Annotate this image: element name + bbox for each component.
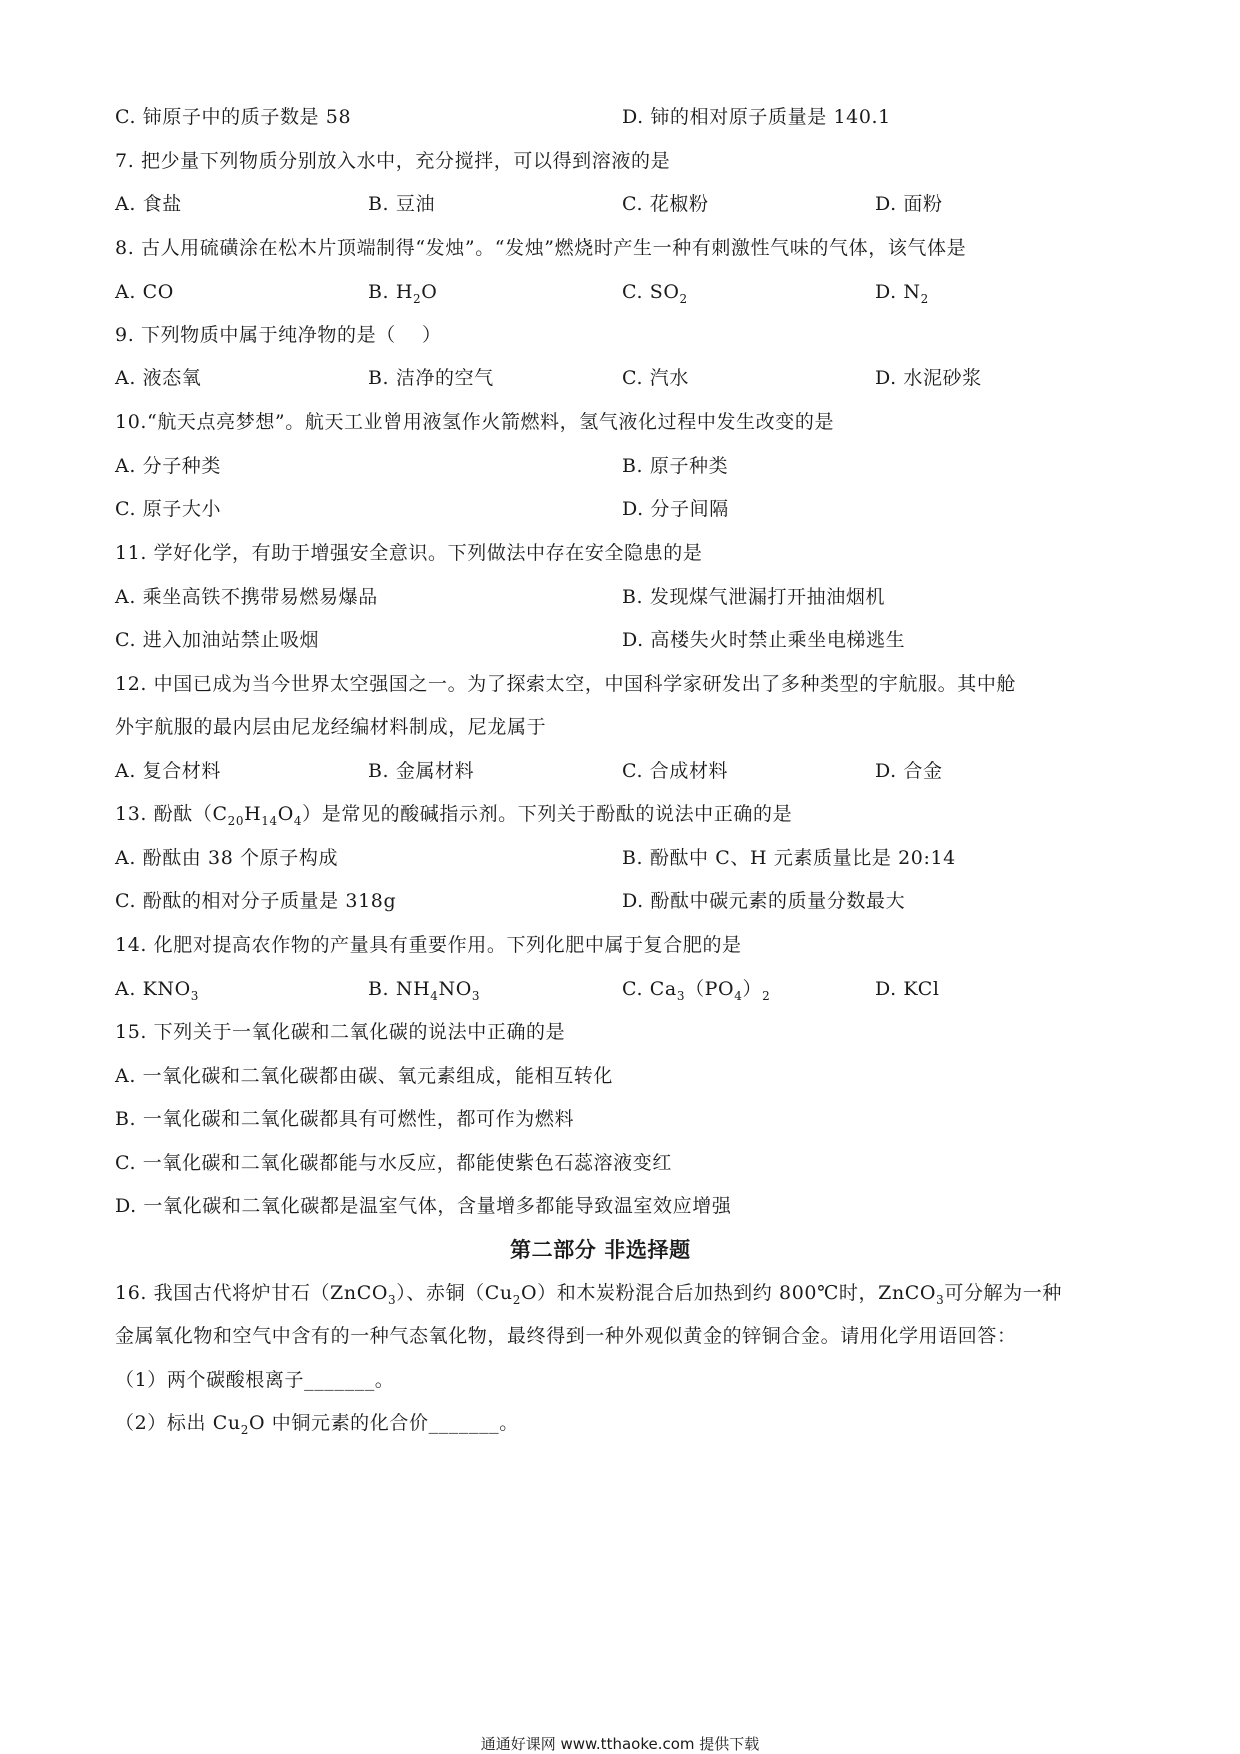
q13-option-c: C. 酚酞的相对分子质量是 318g xyxy=(115,890,397,912)
q15-option-a: A. 一氧化碳和二氧化碳都由碳、氧元素组成，能相互转化 xyxy=(115,1065,614,1087)
q12-option-b: B. 金属材料 xyxy=(368,760,475,782)
q15-option-b: B. 一氧化碳和二氧化碳都具有可燃性，都可作为燃料 xyxy=(115,1108,575,1130)
question-10: 10.“航天点亮梦想”。航天工业曾用液氢作火箭燃料，氢气液化过程中发生改变的是 xyxy=(115,411,835,433)
q11-option-d: D. 高楼失火时禁止乘坐电梯逃生 xyxy=(622,629,906,651)
q13-option-a: A. 酚酞由 38 个原子构成 xyxy=(115,847,339,869)
q13-option-d: D. 酚酞中碳元素的质量分数最大 xyxy=(622,890,906,912)
q8-option-b: B. $H_2O$ xyxy=(368,281,438,306)
question-16-line-2: 金属氧化物和空气中含有的一种气态氧化物，最终得到一种外观似黄金的锌铜合金。请用化学用语回答： xyxy=(115,1325,1017,1347)
question-12-line-1: 12. 中国已成为当今世界太空强国之一。为了探索太空，中国科学家研发出了多种类型的宇航服。其中舱 xyxy=(115,673,1017,695)
q8-option-a: A. CO xyxy=(115,281,174,303)
question-16-line-1: 16. 我国古代将炉甘石（ZnCO$_3$）、赤铜$(Cu_2O)$和木炭粉混合后加热到约 800℃时，ZnCO$_3$可分解为一种 xyxy=(115,1282,1062,1307)
q15-option-c: C. 一氧化碳和二氧化碳都能与水反应，都能使紫色石蕊溶液变红 xyxy=(115,1152,672,1174)
question-16-part-1: （1）两个碳酸根离子_______。 xyxy=(115,1369,395,1391)
question-14: 14. 化肥对提高农作物的产量具有重要作用。下列化肥中属于复合肥的是 xyxy=(115,934,742,956)
question-15: 15. 下列关于一氧化碳和二氧化碳的说法中正确的是 xyxy=(115,1021,566,1043)
q9-option-b: B. 洁净的空气 xyxy=(368,367,494,389)
q10-option-a: A. 分子种类 xyxy=(115,455,222,477)
question-9: 9. 下列物质中属于纯净物的是（ ） xyxy=(115,324,442,346)
q11-option-b: B. 发现煤气泄漏打开抽油烟机 xyxy=(622,586,886,608)
q7-option-c: C. 花椒粉 xyxy=(622,193,709,215)
q9-option-a: A. 液态氧 xyxy=(115,367,202,389)
q14-option-a: A. $KNO_3$ xyxy=(115,978,200,1003)
q6-option-c: C. 铈原子中的质子数是 58 xyxy=(115,106,352,128)
q9-option-c: C. 汽水 xyxy=(622,367,689,389)
exam-page: C. 铈原子中的质子数是 58 D. 铈的相对原子质量是 140.1 7. 把少量下列物质分别放入水中，充分搅拌，可以得到溶液的是 A. 食盐 B. 豆油 C. 花椒粉 D. 面粉 8. 古人用硫磺涂在松木片顶端制得“发烛”。“发烛”燃烧时产生一种有刺激性气味的气体，该气体是 A. CO B. $H_2O$ C. $SO_2$ D. $N_2$ 9. 下列物质中属于纯净物的是（ ） A. 液态氧 B. 洁净的空气 C. 汽水 D. 水泥砂浆 10.“航天点亮梦想”。航天工业曾用液氢作火箭燃料，氢气液化过程中发生改变的是 A. 分子种类 B. 原子种类 C. 原子大小 D. 分子间隔 11. 学好化学，有助于增强安全意识。下列做法中存在安全隐患的是 A. 乘坐高铁不携带易燃易爆品 B. 发现煤气泄漏打开抽油烟机 C. 进入加油站禁止吸烟 D. 高楼失火时禁止乘坐电梯逃生 12. 中国已成为当今世界太空强国之一。为了探索太空，中国科学家研发出了多种类型的宇航服。其中舱 外宇航服的最内层由尼龙经编材料制成，尼龙属于 A. 复合材料 B. 金属材料 C. 合成材料 D. 合金 13. 酚酞$(C_{20}H_{14}O_4)$是常见的酸碱指示剂。下列关于酚酞的说法中正确的是 A. 酚酞由 38 个原子构成 B. 酚酞中 C、H 元素质量比是 20:14 C. 酚酞的相对分子质量是 318g D. 酚酞中碳元素的质量分数最大 14. 化肥对提高农作物的产量具有重要作用。下列化肥中属于复合肥的是 A. $KNO_3$ B. $NH_4NO_3$ C. $Ca_3(PO_4)_2$ D. KCl 15. 下列关于一氧化碳和二氧化碳的说法中正确的是 A. 一氧化碳和二氧化碳都由碳、氧元素组成，能相互转化 B. 一氧化碳和二氧化碳都具有可燃性，都可作为燃料 C. 一氧化碳和二氧化碳都能与水反应，都能使紫色石蕊溶液变红 D. 一氧化碳和二氧化碳都是温室气体，含量增多都能导致温室效应增强 第二部分 非选择题 16. 我国古代将炉甘石（ZnCO$_3$）、赤铜$(Cu_2O)$和木炭粉混合后加热到约 800℃时，ZnCO$_3$可分解为一种 金属氧化物和空气中含有的一种气态氧化物，最终得到一种外观似黄金的锌铜合金。请用化学用语回答： （1）两个碳酸根离子_______。 （2）标出 $Cu_2O$ 中铜元素的化合价_______。 通通好课网 www.tthaoke.com 提供下载 xyxy=(0,0,1240,1754)
question-12-line-2: 外宇航服的最内层由尼龙经编材料制成，尼龙属于 xyxy=(115,716,547,738)
question-8: 8. 古人用硫磺涂在松木片顶端制得“发烛”。“发烛”燃烧时产生一种有刺激性气味的气体，该气体是 xyxy=(115,237,967,259)
q7-option-b: B. 豆油 xyxy=(368,193,436,215)
q14-option-c: C. $Ca_3(PO_4)_2$ xyxy=(622,978,771,1003)
question-13: 13. 酚酞$(C_{20}H_{14}O_4)$是常见的酸碱指示剂。下列关于酚酞的说法中正确的是 xyxy=(115,803,793,828)
q8-option-c: C. $SO_2$ xyxy=(622,281,688,306)
q7-option-d: D. 面粉 xyxy=(875,193,943,215)
q14-option-d: D. KCl xyxy=(875,978,940,1000)
q6-option-d: D. 铈的相对原子质量是 140.1 xyxy=(622,106,891,128)
q9-option-d: D. 水泥砂浆 xyxy=(875,367,982,389)
q10-option-b: B. 原子种类 xyxy=(622,455,729,477)
question-16-part-2: （2）标出 $Cu_2O$ 中铜元素的化合价_______。 xyxy=(115,1412,519,1437)
question-7: 7. 把少量下列物质分别放入水中，充分搅拌，可以得到溶液的是 xyxy=(115,150,671,172)
q14-option-b: B. $NH_4NO_3$ xyxy=(368,978,481,1003)
q11-option-a: A. 乘坐高铁不携带易燃易爆品 xyxy=(115,586,378,608)
q10-option-c: C. 原子大小 xyxy=(115,498,222,520)
q12-option-d: D. 合金 xyxy=(875,760,943,782)
q8-option-d: D. $N_2$ xyxy=(875,281,929,306)
q11-option-c: C. 进入加油站禁止吸烟 xyxy=(115,629,320,651)
q12-option-a: A. 复合材料 xyxy=(115,760,222,782)
q10-option-d: D. 分子间隔 xyxy=(622,498,729,520)
q12-option-c: C. 合成材料 xyxy=(622,760,729,782)
q7-option-a: A. 食盐 xyxy=(115,193,182,215)
question-11: 11. 学好化学，有助于增强安全意识。下列做法中存在安全隐患的是 xyxy=(115,542,703,564)
page-footer: 通通好课网 www.tthaoke.com 提供下载 xyxy=(480,1735,760,1753)
q13-option-b: B. 酚酞中 C、H 元素质量比是 20:14 xyxy=(622,847,956,869)
q15-option-d: D. 一氧化碳和二氧化碳都是温室气体，含量增多都能导致温室效应增强 xyxy=(115,1195,732,1217)
